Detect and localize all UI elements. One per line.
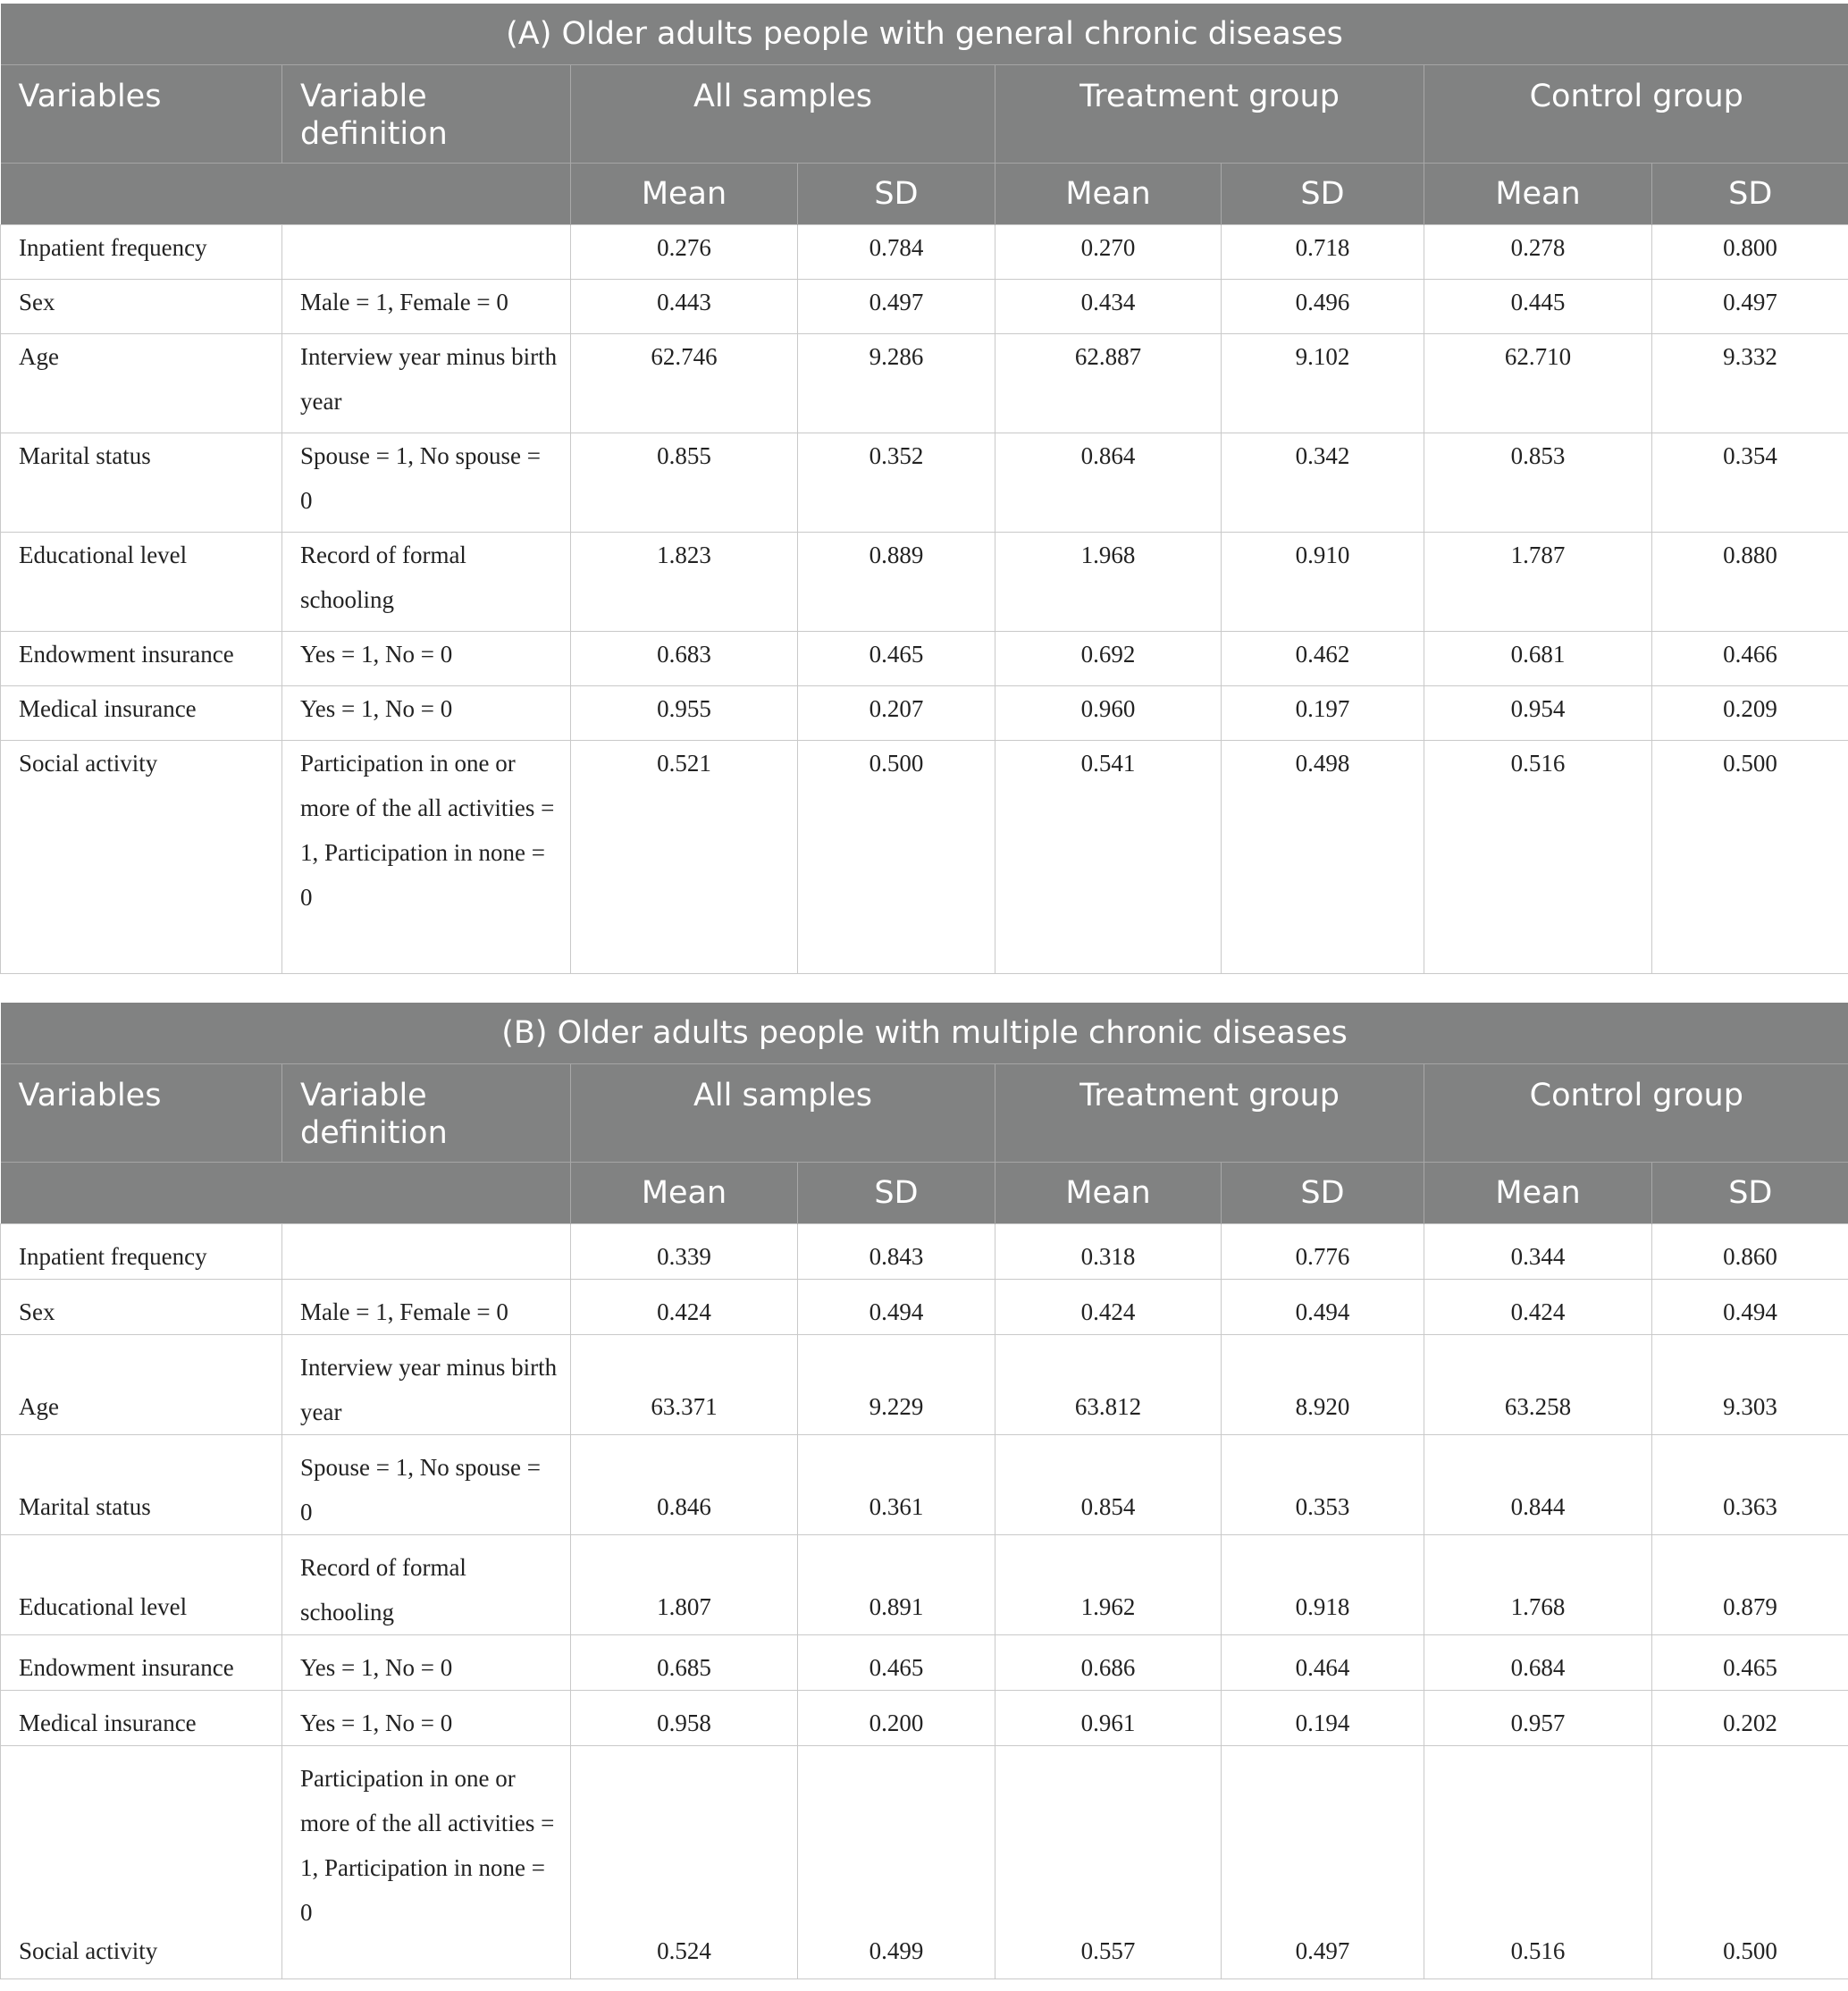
cell-variable: Social activity — [1, 1745, 282, 1978]
cell-treatment-sd: 0.776 — [1222, 1223, 1424, 1279]
cell-control-sd: 0.500 — [1652, 1745, 1848, 1978]
table-row — [1, 1745, 1848, 1978]
cell-variable: Age — [1, 1334, 282, 1434]
cell-definition — [282, 224, 571, 279]
cell-treatment-mean: 1.962 — [995, 1534, 1222, 1634]
cell-definition: Participation in one or more of the all activities = 1, Participation in none = 0 — [282, 1745, 571, 1978]
table-b — [0, 1003, 1848, 1979]
cell-treatment-mean: 0.557 — [995, 1745, 1222, 1978]
cell-definition: Male = 1, Female = 0 — [282, 1279, 571, 1334]
cell-treatment-sd: 0.918 — [1222, 1534, 1424, 1634]
table-row — [1, 1334, 1848, 1434]
cell-control-sd: 0.466 — [1652, 631, 1848, 685]
subheader-mean: Mean — [995, 1162, 1222, 1223]
subheader-mean: Mean — [571, 1162, 798, 1223]
cell-treatment-mean: 0.960 — [995, 685, 1222, 740]
cell-variable: Marital status — [1, 433, 282, 532]
cell-definition: Spouse = 1, No spouse = 0 — [282, 1434, 571, 1534]
cell-all-sd: 9.229 — [798, 1334, 995, 1434]
cell-all-mean: 1.823 — [571, 532, 798, 631]
cell-all-sd: 0.843 — [798, 1223, 995, 1279]
cell-treatment-mean: 0.541 — [995, 740, 1222, 973]
cell-treatment-sd: 0.498 — [1222, 740, 1424, 973]
header-all-samples: All samples — [571, 1063, 995, 1162]
cell-all-mean: 0.443 — [571, 279, 798, 333]
cell-treatment-sd: 0.194 — [1222, 1690, 1424, 1745]
table-row — [1, 1223, 1848, 1279]
cell-all-sd: 9.286 — [798, 333, 995, 433]
header-treatment-group: Treatment group — [995, 64, 1424, 163]
table-row — [1, 740, 1848, 973]
cell-all-mean: 0.524 — [571, 1745, 798, 1978]
table-row — [1, 1534, 1848, 1634]
cell-variable: Medical insurance — [1, 685, 282, 740]
header-all-samples: All samples — [571, 64, 995, 163]
subheader-mean: Mean — [1424, 1162, 1652, 1223]
table-a — [0, 4, 1848, 974]
cell-control-mean: 0.445 — [1424, 279, 1652, 333]
cell-control-sd: 0.800 — [1652, 224, 1848, 279]
table-row — [1, 433, 1848, 532]
cell-control-mean: 1.768 — [1424, 1534, 1652, 1634]
cell-all-sd: 0.465 — [798, 1634, 995, 1690]
table-b-caption: (B) Older adults people with multiple chronic diseases — [1, 1003, 1848, 1063]
cell-treatment-mean: 0.424 — [995, 1279, 1222, 1334]
subheader-sd: SD — [1222, 1162, 1424, 1223]
cell-treatment-mean: 62.887 — [995, 333, 1222, 433]
cell-control-sd: 0.879 — [1652, 1534, 1848, 1634]
cell-all-mean: 0.955 — [571, 685, 798, 740]
cell-definition: Interview year minus birth year — [282, 333, 571, 433]
cell-control-mean: 63.258 — [1424, 1334, 1652, 1434]
subheader-sd: SD — [1652, 1162, 1848, 1223]
header-control-group: Control group — [1424, 1063, 1848, 1162]
cell-all-mean: 1.807 — [571, 1534, 798, 1634]
cell-control-sd: 0.497 — [1652, 279, 1848, 333]
cell-definition: Spouse = 1, No spouse = 0 — [282, 433, 571, 532]
cell-variable: Inpatient frequency — [1, 1223, 282, 1279]
cell-definition: Record of formal schooling — [282, 1534, 571, 1634]
cell-all-sd: 0.500 — [798, 740, 995, 973]
cell-definition: Interview year minus birth year — [282, 1334, 571, 1434]
cell-treatment-sd: 0.496 — [1222, 279, 1424, 333]
cell-control-mean: 0.516 — [1424, 740, 1652, 973]
table-a-caption: (A) Older adults people with general chronic diseases — [1, 4, 1848, 64]
cell-control-mean: 0.684 — [1424, 1634, 1652, 1690]
cell-treatment-sd: 0.462 — [1222, 631, 1424, 685]
table-row — [1, 685, 1848, 740]
cell-treatment-sd: 9.102 — [1222, 333, 1424, 433]
cell-treatment-mean: 0.961 — [995, 1690, 1222, 1745]
cell-control-mean: 1.787 — [1424, 532, 1652, 631]
cell-control-sd: 9.332 — [1652, 333, 1848, 433]
cell-variable: Sex — [1, 1279, 282, 1334]
cell-all-sd: 0.889 — [798, 532, 995, 631]
cell-variable: Social activity — [1, 740, 282, 973]
cell-control-sd: 0.880 — [1652, 532, 1848, 631]
cell-treatment-sd: 0.497 — [1222, 1745, 1424, 1978]
cell-all-sd: 0.784 — [798, 224, 995, 279]
cell-all-sd: 0.497 — [798, 279, 995, 333]
cell-treatment-sd: 0.910 — [1222, 532, 1424, 631]
subheader-sd: SD — [798, 1162, 995, 1223]
cell-variable: Inpatient frequency — [1, 224, 282, 279]
cell-all-sd: 0.200 — [798, 1690, 995, 1745]
cell-variable: Educational level — [1, 1534, 282, 1634]
cell-treatment-sd: 0.494 — [1222, 1279, 1424, 1334]
cell-all-mean: 0.958 — [571, 1690, 798, 1745]
cell-control-sd: 0.860 — [1652, 1223, 1848, 1279]
table-row — [1, 1279, 1848, 1334]
cell-variable: Age — [1, 333, 282, 433]
cell-control-sd: 0.354 — [1652, 433, 1848, 532]
cell-control-mean: 0.853 — [1424, 433, 1652, 532]
cell-treatment-sd: 0.342 — [1222, 433, 1424, 532]
cell-control-mean: 0.516 — [1424, 1745, 1652, 1978]
cell-treatment-mean: 0.692 — [995, 631, 1222, 685]
cell-control-sd: 0.500 — [1652, 740, 1848, 973]
table-row — [1, 532, 1848, 631]
cell-control-sd: 0.202 — [1652, 1690, 1848, 1745]
table-row — [1, 224, 1848, 279]
cell-definition: Yes = 1, No = 0 — [282, 685, 571, 740]
cell-variable: Endowment insurance — [1, 631, 282, 685]
cell-definition: Participation in one or more of the all activities = 1, Participation in none = 0 — [282, 740, 571, 973]
cell-all-mean: 0.685 — [571, 1634, 798, 1690]
subheader-sd: SD — [1222, 163, 1424, 224]
subheader-mean: Mean — [995, 163, 1222, 224]
header-variables: Variables — [1, 64, 282, 163]
subheader-blank — [1, 163, 571, 224]
table-row — [1, 279, 1848, 333]
cell-all-mean: 0.521 — [571, 740, 798, 973]
cell-treatment-sd: 0.353 — [1222, 1434, 1424, 1534]
cell-all-mean: 0.846 — [571, 1434, 798, 1534]
cell-definition: Yes = 1, No = 0 — [282, 1690, 571, 1745]
cell-all-sd: 0.465 — [798, 631, 995, 685]
cell-control-sd: 9.303 — [1652, 1334, 1848, 1434]
cell-control-mean: 0.954 — [1424, 685, 1652, 740]
table-row — [1, 1434, 1848, 1534]
cell-variable: Marital status — [1, 1434, 282, 1534]
cell-all-mean: 0.339 — [571, 1223, 798, 1279]
cell-treatment-mean: 0.686 — [995, 1634, 1222, 1690]
subheader-sd: SD — [798, 163, 995, 224]
cell-treatment-sd: 0.718 — [1222, 224, 1424, 279]
subheader-mean: Mean — [571, 163, 798, 224]
table-row — [1, 1634, 1848, 1690]
header-treatment-group: Treatment group — [995, 1063, 1424, 1162]
subheader-mean: Mean — [1424, 163, 1652, 224]
cell-control-mean: 0.844 — [1424, 1434, 1652, 1534]
cell-treatment-sd: 8.920 — [1222, 1334, 1424, 1434]
cell-all-sd: 0.361 — [798, 1434, 995, 1534]
cell-all-mean: 62.746 — [571, 333, 798, 433]
cell-definition: Male = 1, Female = 0 — [282, 279, 571, 333]
cell-control-mean: 0.957 — [1424, 1690, 1652, 1745]
cell-treatment-mean: 63.812 — [995, 1334, 1222, 1434]
cell-all-mean: 0.424 — [571, 1279, 798, 1334]
cell-control-mean: 0.278 — [1424, 224, 1652, 279]
cell-variable: Sex — [1, 279, 282, 333]
table-row — [1, 1690, 1848, 1745]
header-control-group: Control group — [1424, 64, 1848, 163]
cell-all-sd: 0.207 — [798, 685, 995, 740]
header-variables: Variables — [1, 1063, 282, 1162]
cell-all-sd: 0.352 — [798, 433, 995, 532]
cell-treatment-mean: 0.854 — [995, 1434, 1222, 1534]
cell-all-mean: 0.683 — [571, 631, 798, 685]
cell-control-mean: 0.424 — [1424, 1279, 1652, 1334]
cell-all-mean: 0.276 — [571, 224, 798, 279]
cell-treatment-mean: 1.968 — [995, 532, 1222, 631]
cell-all-sd: 0.499 — [798, 1745, 995, 1978]
cell-definition — [282, 1223, 571, 1279]
cell-all-mean: 0.855 — [571, 433, 798, 532]
cell-treatment-sd: 0.197 — [1222, 685, 1424, 740]
cell-treatment-mean: 0.318 — [995, 1223, 1222, 1279]
table-row — [1, 631, 1848, 685]
cell-definition: Yes = 1, No = 0 — [282, 1634, 571, 1690]
cell-control-sd: 0.363 — [1652, 1434, 1848, 1534]
cell-variable: Educational level — [1, 532, 282, 631]
cell-definition: Record of formal schooling — [282, 532, 571, 631]
cell-treatment-mean: 0.434 — [995, 279, 1222, 333]
cell-control-mean: 62.710 — [1424, 333, 1652, 433]
cell-all-sd: 0.494 — [798, 1279, 995, 1334]
cell-treatment-sd: 0.464 — [1222, 1634, 1424, 1690]
cell-all-mean: 63.371 — [571, 1334, 798, 1434]
cell-treatment-mean: 0.864 — [995, 433, 1222, 532]
cell-definition: Yes = 1, No = 0 — [282, 631, 571, 685]
table-row — [1, 333, 1848, 433]
cell-control-sd: 0.465 — [1652, 1634, 1848, 1690]
cell-control-sd: 0.209 — [1652, 685, 1848, 740]
cell-variable: Endowment insurance — [1, 1634, 282, 1690]
cell-control-mean: 0.344 — [1424, 1223, 1652, 1279]
subheader-sd: SD — [1652, 163, 1848, 224]
header-variable-definition: Variable definition — [282, 64, 571, 163]
cell-treatment-mean: 0.270 — [995, 224, 1222, 279]
cell-all-sd: 0.891 — [798, 1534, 995, 1634]
subheader-blank — [1, 1162, 571, 1223]
cell-control-mean: 0.681 — [1424, 631, 1652, 685]
cell-variable: Medical insurance — [1, 1690, 282, 1745]
header-variable-definition: Variable definition — [282, 1063, 571, 1162]
cell-control-sd: 0.494 — [1652, 1279, 1848, 1334]
